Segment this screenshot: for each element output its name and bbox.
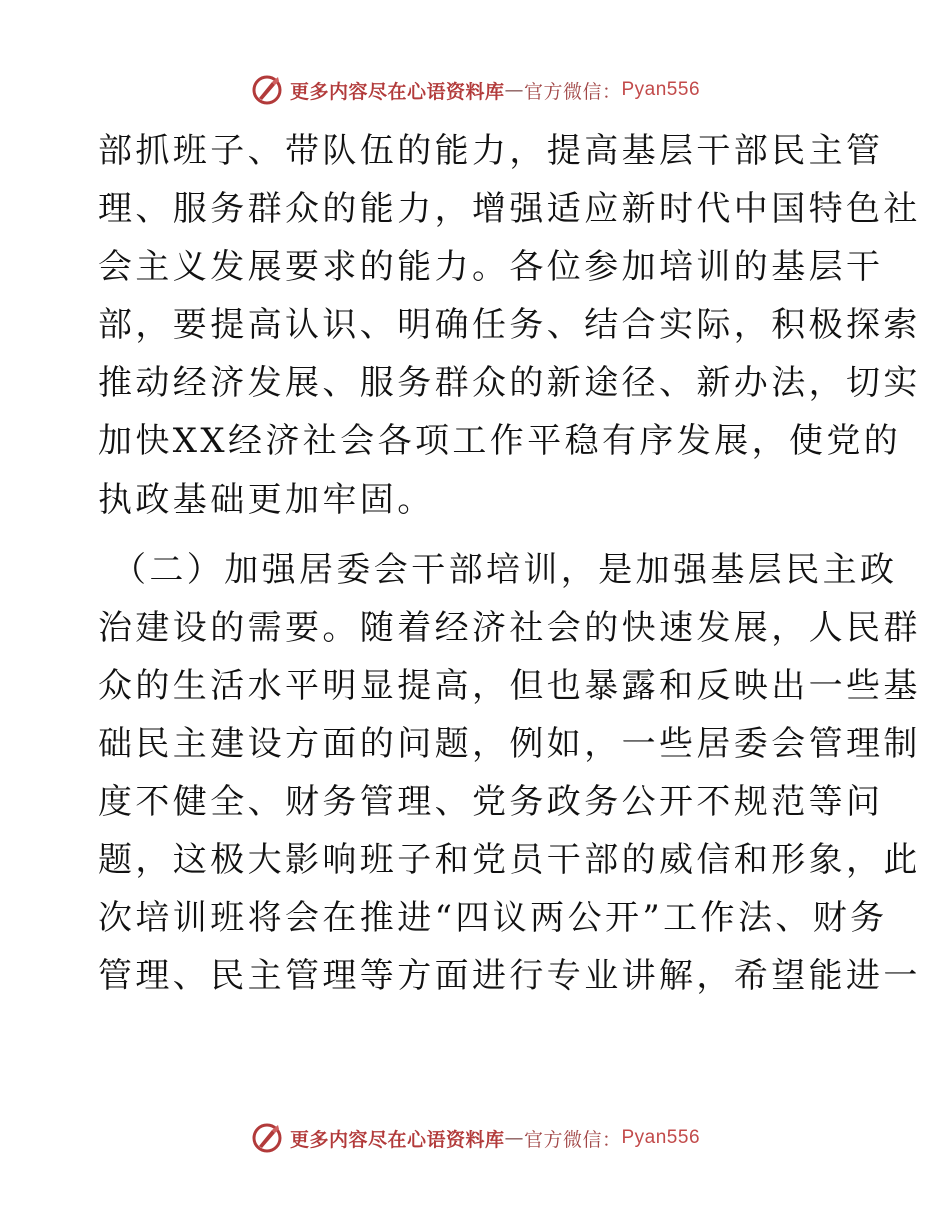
text-line: 础民主建设方面的问题，例如，一些居委会管理制 [98, 723, 921, 764]
watermark-separator: — [504, 79, 524, 101]
watermark-site-name: 更多内容尽在心语资料库 [289, 80, 505, 103]
text-line: 理、服务群众的能力，增强适应新时代中国特色社 [98, 189, 921, 230]
footer-watermark [0, 1118, 950, 1158]
watermark-label: 官方微信： [523, 1128, 622, 1151]
text-line: 推动经济发展、服务群众的新途径、新办法，切实 [98, 363, 921, 404]
text-line: 题，这极大影响班子和党员干部的威信和形象，此 [98, 840, 921, 881]
paragraph [98, 541, 921, 1006]
watermark-wechat-id: Pyan556 [621, 1127, 701, 1148]
text-line: 执政基础更加牢固。 [98, 479, 435, 520]
text-line: 度不健全、财务管理、党务政务公开不规范等问 [98, 782, 884, 823]
watermark-wechat-id: Pyan556 [621, 79, 701, 100]
watermark-separator: — [504, 1127, 524, 1149]
watermark-label: 官方微信： [523, 80, 622, 103]
text-line: 管理、民主管理等方面进行专业讲解，希望能进一 [98, 956, 921, 997]
text-line: 部，要提高认识、明确任务、结合实际，积极探索 [98, 305, 921, 346]
quill-logo-icon [250, 1121, 284, 1155]
quill-logo-icon [250, 73, 284, 107]
text-line: 部抓班子、带队伍的能力，提高基层干部民主管 [98, 131, 884, 171]
text-line: 众的生活水平明显提高，但也暴露和反映出一些基 [98, 665, 921, 706]
text-line: 治建设的需要。随着经济社会的快速发展，人民群 [98, 607, 921, 648]
text-line: （二）加强居委会干部培训，是加强基层民主政 [112, 549, 898, 590]
document-body [98, 122, 921, 1005]
header-watermark [0, 70, 950, 110]
paragraph [98, 122, 921, 529]
text-line: 次培训班将会在推进“四议两公开”工作法、财务 [98, 898, 888, 939]
watermark-site-name: 更多内容尽在心语资料库 [289, 1128, 505, 1151]
text-line: 加快XX经济社会各项工作平稳有序发展，使党的 [98, 421, 902, 462]
paragraph-gap [98, 529, 858, 541]
text-line: 会主义发展要求的能力。各位参加培训的基层干 [98, 247, 884, 288]
